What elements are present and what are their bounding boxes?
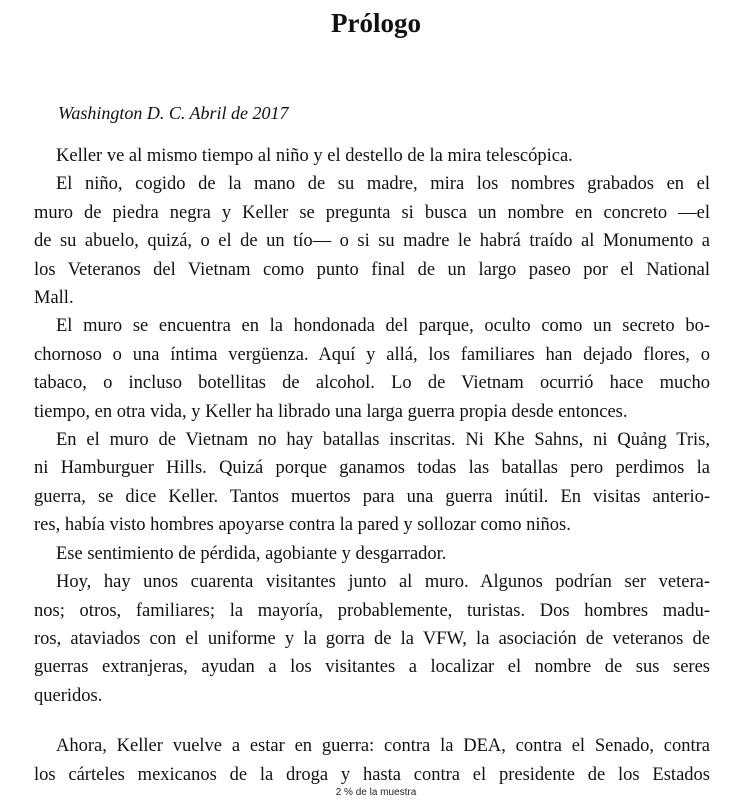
sample-progress-footer: 2 % de la muestra bbox=[0, 786, 752, 800]
text-line: guerras extranjeras, ayudan a los visitantes a localizar el nombre de sus seres bbox=[34, 657, 710, 678]
text-line: ros, ataviados con el uniforme y la gorra de la VFW, la asociación de veteranos de bbox=[34, 628, 710, 649]
text-line: ni Hamburguer Hills. Quizá porque ganamos todas las batallas pero perdimos la bbox=[34, 458, 710, 479]
text-line: muro de piedra negra y Keller se pregunta si busca un nombre en concreto —el bbox=[34, 202, 710, 223]
paragraph-7 bbox=[34, 732, 710, 789]
text-line: Keller ve al mismo tiempo al niño y el destello de la mira telescópica. bbox=[56, 146, 573, 166]
body-text bbox=[34, 142, 710, 789]
text-line: Ahora, Keller vuelve a estar en guerra: contra la DEA, contra el Senado, contra bbox=[56, 736, 710, 757]
text-line: El muro se encuentra en la hondonada del parque, oculto como un secreto bo- bbox=[56, 316, 710, 337]
text-line: Mall. bbox=[34, 288, 74, 309]
text-line: tabaco, o incluso botellitas de alcohol. Lo de Vietnam ocurrió hace mucho bbox=[34, 373, 710, 394]
text-line: los cárteles mexicanos de la droga y hasta contra el presidente de los Estados bbox=[34, 764, 710, 785]
text-line: chornoso o una íntima vergüenza. Aquí y allá, los familiares han dejado flores, o bbox=[34, 344, 710, 365]
text-line: los Veteranos del Vietnam como punto final de un largo paseo por el National bbox=[34, 259, 710, 280]
section-gap bbox=[34, 710, 710, 732]
text-line: En el muro de Vietnam no hay batallas inscritas. Ni Khe Sahns, ni Quảng Tris, bbox=[56, 430, 710, 451]
text-line: guerra, se dice Keller. Tantos muertos para una guerra inútil. En visitas anterio- bbox=[34, 486, 710, 507]
place-date-line: Washington D. C. Abril de 2017 bbox=[58, 103, 289, 123]
text-line: res, había visto hombres apoyarse contra la pared y sollozar como niños. bbox=[34, 515, 571, 536]
text-line: El niño, cogido de la mano de su madre, mira los nombres grabados en el bbox=[56, 174, 710, 195]
text-line: Hoy, hay unos cuarenta visitantes junto al muro. Algunos podrían ser vetera- bbox=[56, 572, 710, 593]
paragraph-1 bbox=[34, 142, 710, 170]
paragraph-6 bbox=[34, 568, 710, 710]
paragraph-2 bbox=[34, 170, 710, 312]
text-line: de su abuelo, quizá, o el de un tío— o si su madre le habrá traído al Monumento a bbox=[34, 231, 710, 252]
paragraph-4 bbox=[34, 426, 710, 540]
text-line: Ese sentimiento de pérdida, agobiante y desgarrador. bbox=[56, 543, 447, 564]
text-line: nos; otros, familiares; la mayoría, probablemente, turistas. Dos hombres madu- bbox=[34, 600, 710, 621]
chapter-title: Prólogo bbox=[331, 8, 421, 38]
text-line: tiempo, en otra vida, y Keller ha librado una larga guerra propia desde entonces. bbox=[34, 401, 628, 422]
text-line: queridos. bbox=[34, 685, 103, 706]
paragraph-5 bbox=[34, 540, 710, 568]
paragraph-3 bbox=[34, 312, 710, 426]
